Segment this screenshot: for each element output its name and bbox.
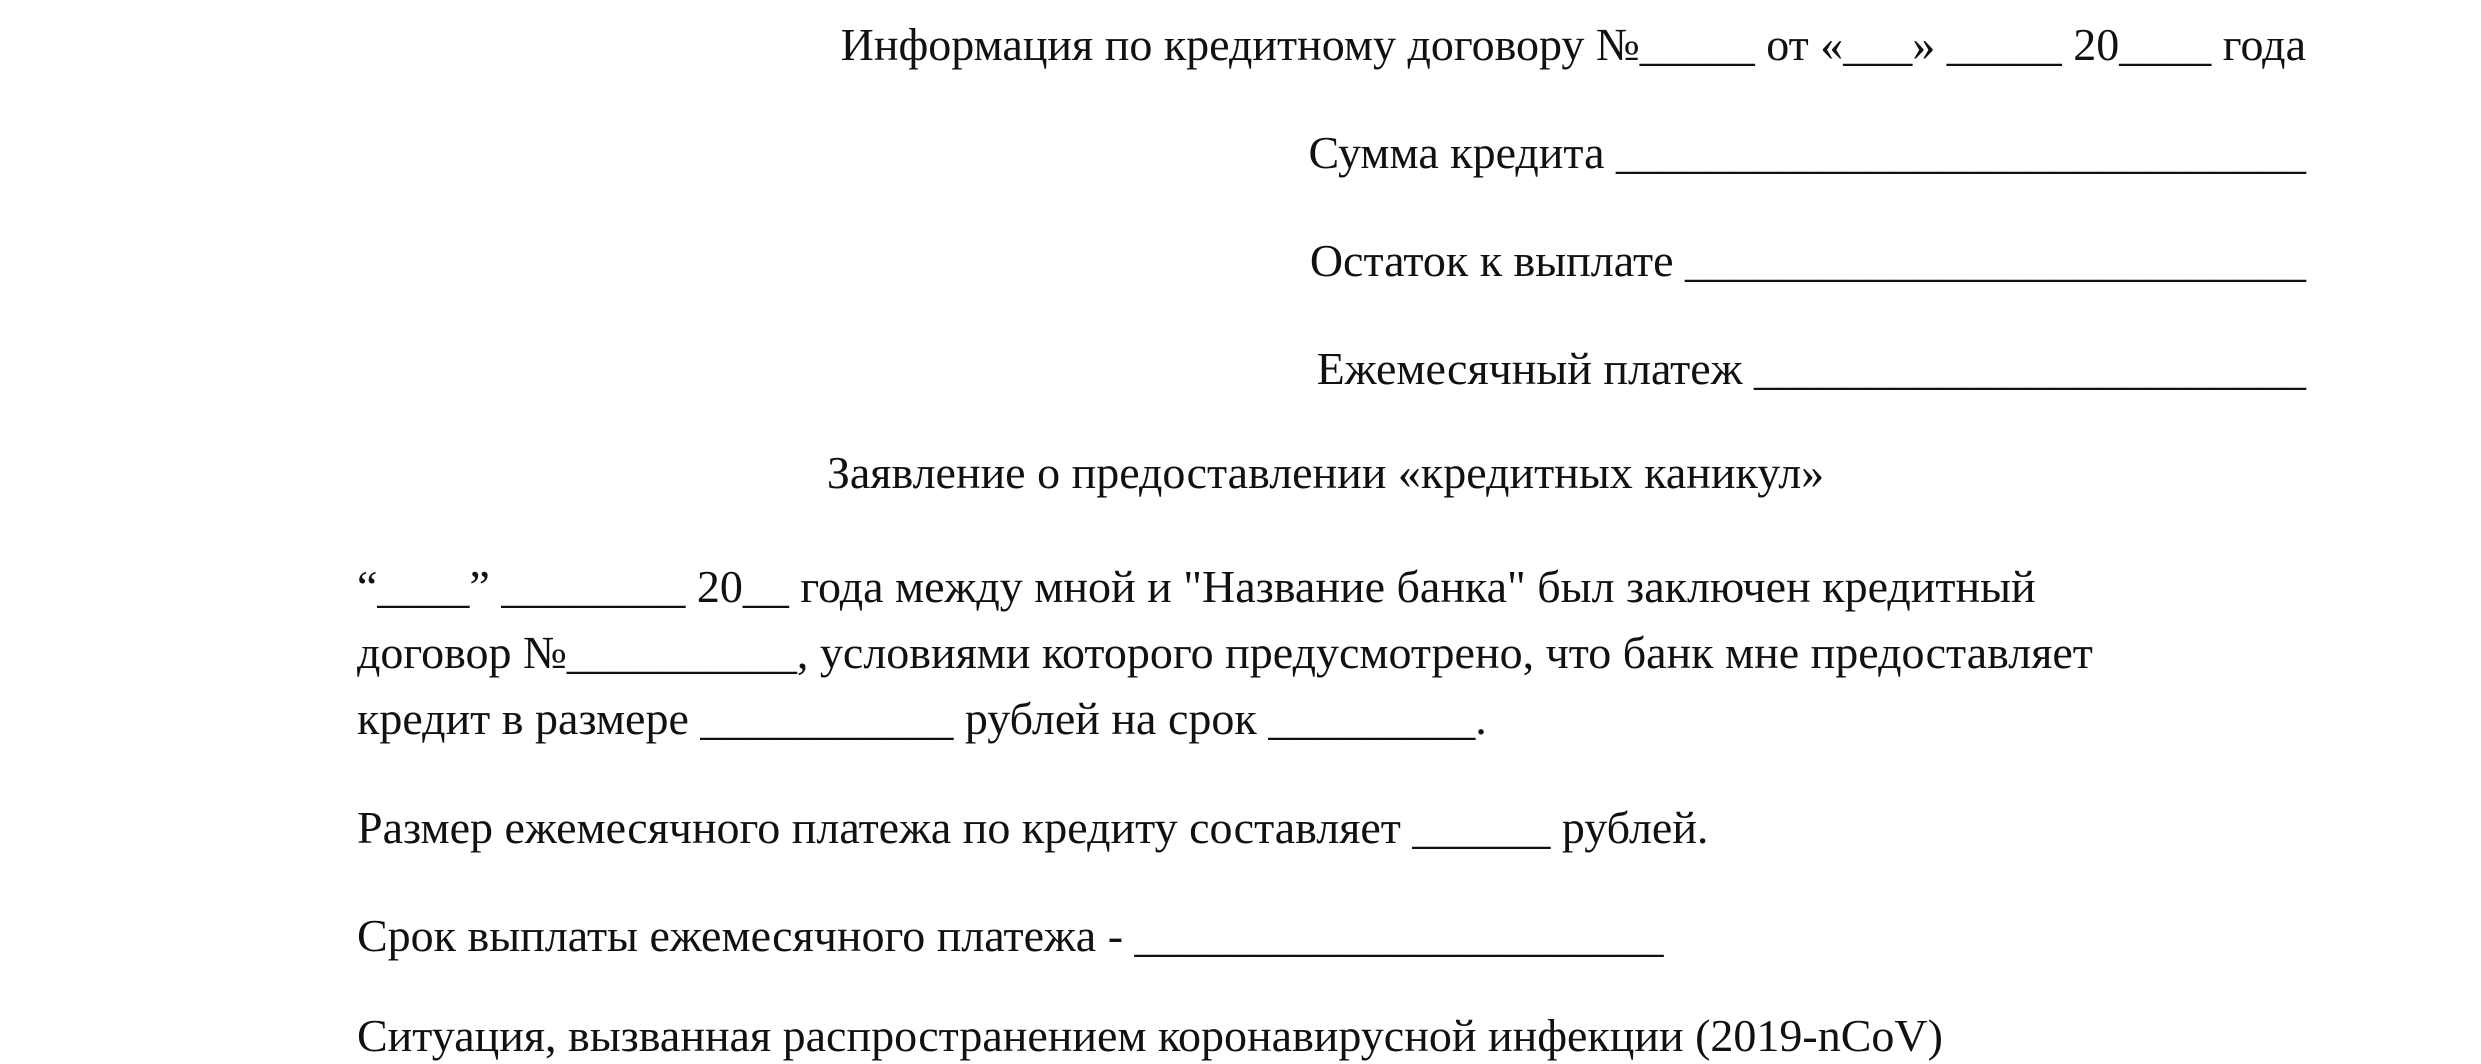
credit-agreement-info-line: Информация по кредитному договору №_____ от «___» _____ 20____ года xyxy=(840,19,2306,70)
paragraph-1-line-1: “____” ________ 20__ года между мной и "Название банка" был заключен кредитный xyxy=(357,561,2036,612)
document-title: Заявление о предоставлении «кредитных каникул» xyxy=(826,447,1825,498)
payment-due-paragraph: Срок выплаты ежемесячного платежа - _______________________ xyxy=(357,910,1664,961)
cut-off-paragraph: Ситуация, вызванная распространением коронавирусной инфекции (2019-nCoV) xyxy=(357,1010,1943,1061)
monthly-payment-line: Ежемесячный платеж ________________________ xyxy=(1316,343,2306,394)
paragraph-1-line-3: кредит в размере ___________ рублей на срок _________. xyxy=(357,693,1487,744)
credit-amount-line: Сумма кредита ______________________________ xyxy=(1308,127,2306,178)
paragraph-1-line-2: договор №__________, условиями которого предусмотрено, что банк мне предоставляет xyxy=(357,627,2093,678)
monthly-payment-paragraph: Размер ежемесячного платежа по кредиту составляет ______ рублей. xyxy=(357,802,1709,853)
remaining-balance-line: Остаток к выплате ___________________________ xyxy=(1309,235,2306,286)
